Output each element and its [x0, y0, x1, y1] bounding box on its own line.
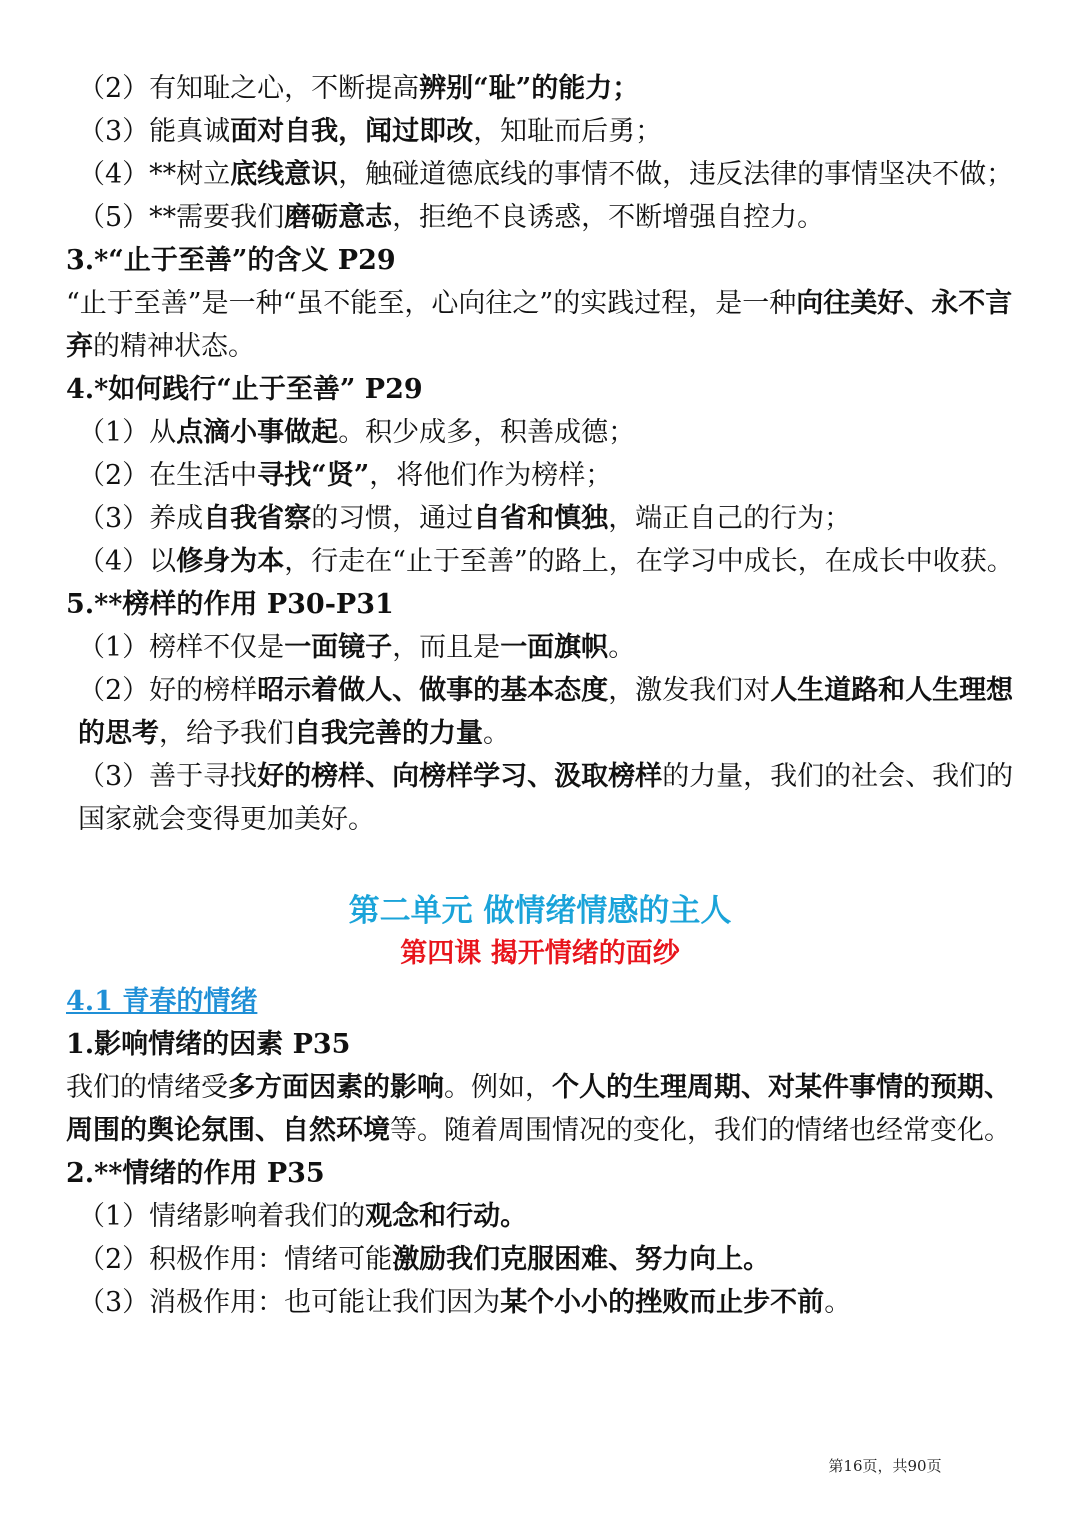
document-page: [66, 67, 1014, 1324]
text: ，拒绝不良诱惑，不断增强自控力。: [392, 202, 825, 233]
text: （3）养成: [78, 503, 204, 534]
text: （3）消极作用：也可能让我们因为: [78, 1287, 501, 1318]
bold-text: 第四课 揭开情绪的面纱: [400, 938, 680, 969]
text: （5）**需要我们: [78, 202, 285, 233]
bold-text: 4.1 青春的情绪: [66, 986, 258, 1017]
paragraph: [66, 1195, 1014, 1238]
bold-text: 某个小小的挫败而止步不前: [500, 1287, 825, 1318]
bold-text: 2.**情绪的作用 P35: [66, 1158, 325, 1189]
bold-text: 一面镜子: [284, 632, 393, 663]
bold-text: 激励我们克服困难、努力向上。: [392, 1244, 771, 1275]
bold-text: 4.*如何践行“止于至善” P29: [66, 374, 423, 405]
bold-text: 自我完善的力量: [294, 718, 483, 749]
paragraph: [66, 454, 1014, 497]
text: 等。随着周围情况的变化，我们的情绪也经常变化。: [390, 1115, 1011, 1146]
text: ，行走在“止于至善”的路上，在学习中成长，在成长中收获。: [284, 546, 1014, 577]
page-number: 第16页，共90页: [828, 1457, 942, 1475]
text: （4）以: [78, 546, 177, 577]
bold-text: 1.影响情绪的因素 P35: [66, 1029, 351, 1060]
paragraph: [66, 196, 1014, 239]
bold-text: 第二单元 做情绪情感的主人: [348, 893, 732, 929]
bold-text: 面对自我，闻过即改: [230, 116, 474, 147]
paragraph: [66, 1066, 1014, 1152]
text: （1）情绪影响着我们的: [78, 1201, 366, 1232]
bold-text: 多方面因素的影响: [228, 1072, 444, 1103]
text: （2）积极作用：情绪可能: [78, 1244, 393, 1275]
text: （2）好的榜样: [78, 675, 258, 706]
heading: [66, 583, 1014, 626]
bold-text: 辨别“耻”的能力；: [419, 73, 640, 104]
text: 。积少成多，积善成德；: [338, 417, 636, 448]
paragraph: [66, 282, 1014, 368]
bold-text: 5.**榜样的作用 P30-P31: [66, 589, 394, 620]
text: ，激发我们对: [608, 675, 771, 706]
text: ，给予我们: [159, 718, 294, 749]
heading: [66, 239, 1014, 282]
paragraph: [66, 626, 1014, 669]
paragraph: [66, 669, 1014, 755]
bold-text: 修身为本: [176, 546, 285, 577]
text: 。: [608, 632, 636, 663]
bold-text: 昭示着做人、做事的基本态度: [257, 675, 609, 706]
bold-text: 自省和慎独: [473, 503, 609, 534]
bold-text: 好的榜样、向榜样学习、汲取榜样: [257, 761, 663, 792]
text: 。: [483, 718, 510, 749]
text: 。: [824, 1287, 852, 1318]
bold-text: 向往美好、永不言弃: [66, 288, 1013, 362]
text: ，而且是: [392, 632, 501, 663]
bold-text: 寻找“贤”: [257, 460, 370, 491]
paragraph: [66, 755, 1014, 841]
bold-text: 自我省察: [203, 503, 312, 534]
bold-text: 人生道路和人生理想的思考: [78, 675, 1014, 749]
text: ，知耻而后勇；: [473, 116, 663, 147]
paragraph: [66, 110, 1014, 153]
text: ，将他们作为榜样；: [369, 460, 613, 491]
paragraph: [66, 1238, 1014, 1281]
paragraph: [66, 67, 1014, 110]
heading: [66, 368, 1014, 411]
bold-text: 观念和行动。: [365, 1201, 528, 1232]
bold-text: 3.*“止于至善”的含义 P29: [66, 245, 396, 276]
text: ，端正自己的行为；: [608, 503, 852, 534]
page-footer: [0, 1455, 1080, 1476]
text: （2）在生活中: [78, 460, 258, 491]
text: 。例如，: [444, 1072, 552, 1103]
text: （1）榜样不仅是: [78, 632, 285, 663]
text: （1）从: [78, 417, 177, 448]
bold-text: 磨砺意志: [284, 202, 393, 233]
text: “止于至善”是一种“虽不能至，心向往之”的实践过程，是一种: [66, 288, 797, 319]
text: （4）**树立: [78, 159, 231, 190]
unit-title: [66, 888, 1014, 934]
bold-text: 一面旗帜: [500, 632, 609, 663]
paragraph: [66, 1281, 1014, 1324]
heading: [66, 1023, 1014, 1066]
bold-text: 个人的生理周期、对某件事情的预期、周围的舆论氛围、自然环境: [66, 1072, 1011, 1146]
text: 我们的情绪受: [66, 1072, 228, 1103]
paragraph: [66, 540, 1014, 583]
text: ，触碰道德底线的事情不做，违反法律的事情坚决不做；: [338, 159, 1014, 190]
text: 的精神状态。: [93, 331, 255, 362]
section-title: [66, 980, 1014, 1023]
text: （3）能真诚: [78, 116, 231, 147]
bold-text: 底线意识: [230, 159, 339, 190]
lesson-title: [66, 934, 1014, 974]
text: 的习惯，通过: [311, 503, 474, 534]
paragraph: [66, 153, 1014, 196]
heading: [66, 1152, 1014, 1195]
text: （3）善于寻找: [78, 761, 258, 792]
paragraph: [66, 411, 1014, 454]
bold-text: 点滴小事做起: [176, 417, 339, 448]
text: （2）有知耻之心，不断提高: [78, 73, 420, 104]
paragraph: [66, 497, 1014, 540]
text: 的力量，我们的社会、我们的国家就会变得更加美好。: [78, 761, 1014, 835]
